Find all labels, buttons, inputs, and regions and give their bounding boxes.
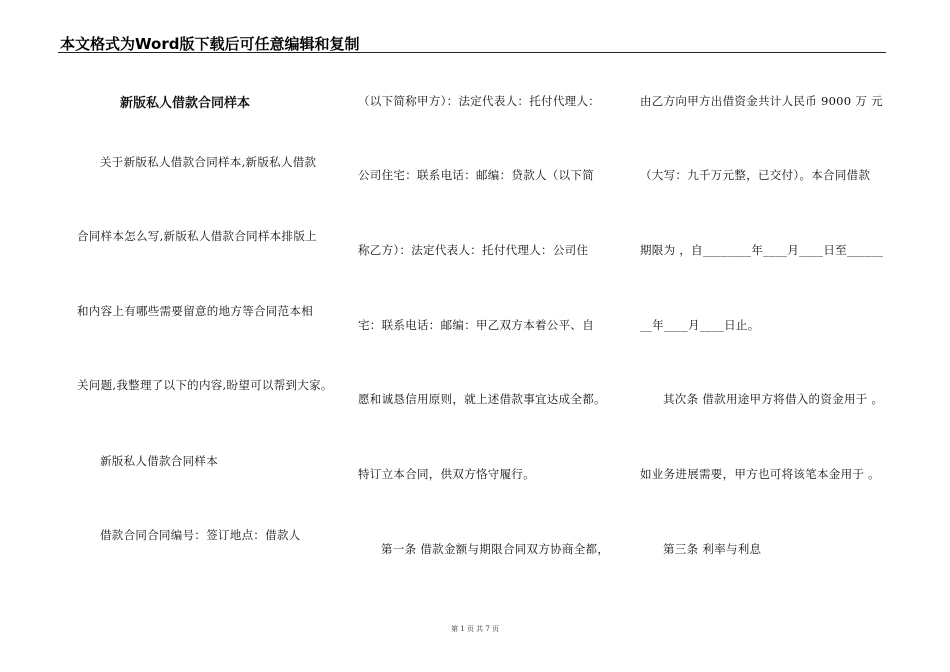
column2-line: 特订立本合同，供双方恪守履行。 — [358, 467, 535, 481]
column3-line: 由乙方向甲方出借资金共计人民币 9000 万 元 — [640, 94, 883, 108]
header-title: 本文格式为Word版下载后可任意编辑和复制 — [60, 35, 360, 53]
column2-line: 公司住宅：联系电话：邮编：贷款人（以下简 — [358, 168, 594, 182]
column2-line: 第一条 借款金额与期限合同双方协商全都， — [381, 542, 610, 556]
column2-line: 称乙方）：法定代表人：托付代理人：公司住 — [358, 243, 589, 257]
column3-line: 第三条 利率与利息 — [663, 542, 762, 556]
column2-line: （以下简称甲方）：法定代表人：托付代理人： — [358, 94, 601, 108]
column3-line: 期限为 ，自________年____月____日至______ — [640, 243, 884, 257]
column1-line: 借款合同合同编号：签订地点：借款人 — [100, 528, 301, 542]
column1-line: 和内容上有哪些需要留意的地方等合同范本相 — [77, 304, 313, 318]
column1-line: 关于新版私人借款合同样本,新版私人借款 — [100, 155, 317, 169]
page-number: 第 1 页 共 7 页 — [450, 625, 500, 633]
column2-line: 愿和诚恳信用原则，就上述借款事宜达成全都。 — [358, 392, 606, 406]
column1-line: 合同样本怎么写,新版私人借款合同样本排版上 — [77, 229, 317, 243]
column2-line: 宅：联系电话：邮编：甲乙双方本着公平、自 — [358, 318, 594, 332]
column3-line: __年____月____日止。 — [640, 318, 760, 332]
column1-line: 新版私人借款合同样本 — [100, 454, 218, 468]
header-divider — [58, 52, 886, 53]
document-title: 新版私人借款合同样本 — [120, 96, 251, 111]
column3-line: 其次条 借款用途甲方将借入的资金用于 。 — [663, 392, 884, 406]
column3-line: 如业务进展需要，甲方也可将该笔本金用于 。 — [640, 467, 880, 481]
column3-line: （大写：九千万元整，已交付）。本合同借款 — [640, 168, 871, 182]
column1-line: 关问题,我整理了以下的内容,盼望可以帮到大家。 — [77, 378, 333, 392]
